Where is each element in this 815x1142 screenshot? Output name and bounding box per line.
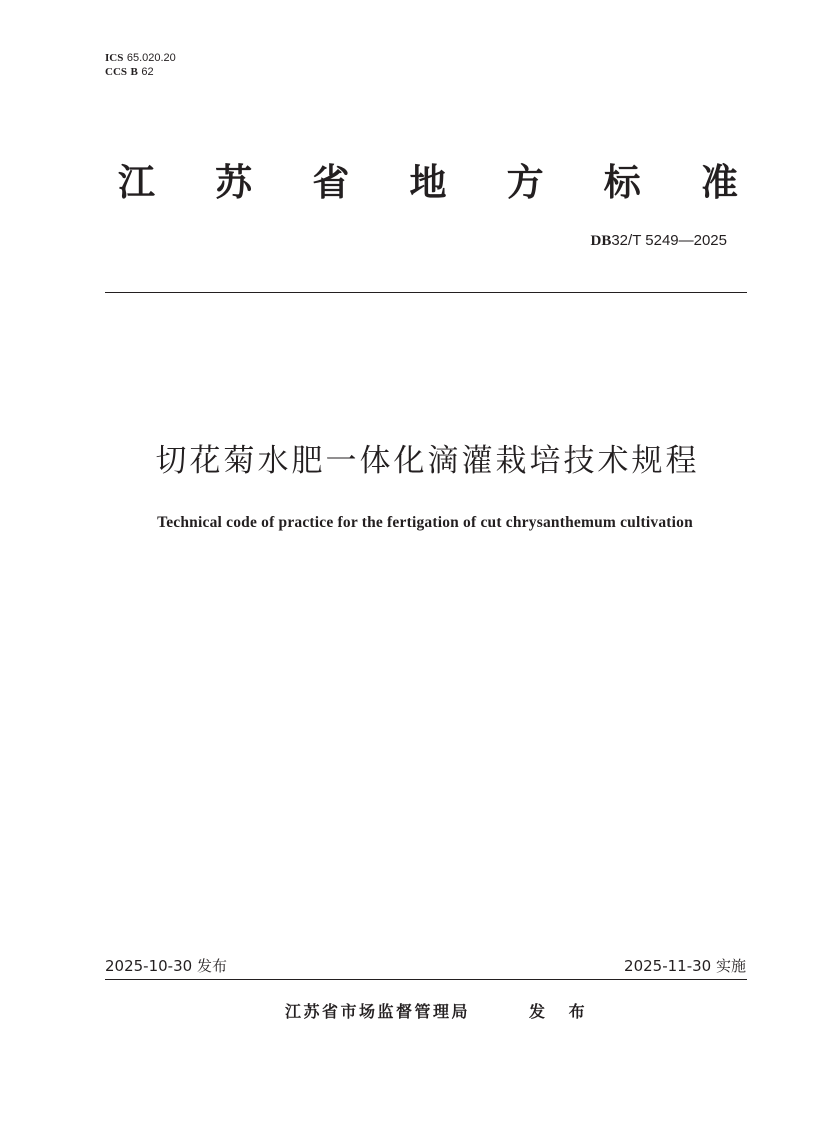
standard-number-rest: 32/T 5249—2025	[611, 232, 727, 249]
ccs-code	[105, 65, 176, 79]
header-divider	[105, 292, 747, 293]
standard-category-char: 地	[409, 161, 447, 204]
ccs-letter: B	[130, 66, 138, 78]
standard-number-prefix: DB	[590, 233, 612, 249]
ccs-number: 62	[141, 66, 154, 78]
ics-code	[105, 51, 176, 65]
standard-category-char: 省	[312, 161, 350, 204]
document-title-english: Technical code of practice for the fertigation of cut chrysanthemum cultivation	[157, 514, 693, 531]
standard-category-char: 苏	[215, 161, 253, 204]
footer-divider	[105, 979, 747, 980]
ics-value: 65.020.20	[126, 52, 176, 64]
implementation-date: 2025-11-30 实施	[624, 957, 746, 975]
issue-date: 2025-10-30 发布	[105, 957, 227, 975]
document-title-chinese: 切花菊水肥一体化滴灌栽培技术规程	[155, 443, 700, 479]
issuing-action: 发 布	[529, 1002, 594, 1021]
ccs-label: CCS	[105, 66, 128, 78]
classification-codes	[105, 51, 176, 79]
standard-category-char: 方	[506, 161, 544, 204]
standard-category	[118, 158, 738, 208]
issuing-authority: 江苏省市场监督管理局	[285, 1002, 471, 1021]
standard-category-char: 标	[603, 161, 641, 204]
standard-number	[591, 231, 728, 250]
ics-label: ICS	[105, 52, 124, 64]
standard-category-char: 准	[700, 161, 738, 204]
standard-category-char: 江	[118, 161, 155, 204]
